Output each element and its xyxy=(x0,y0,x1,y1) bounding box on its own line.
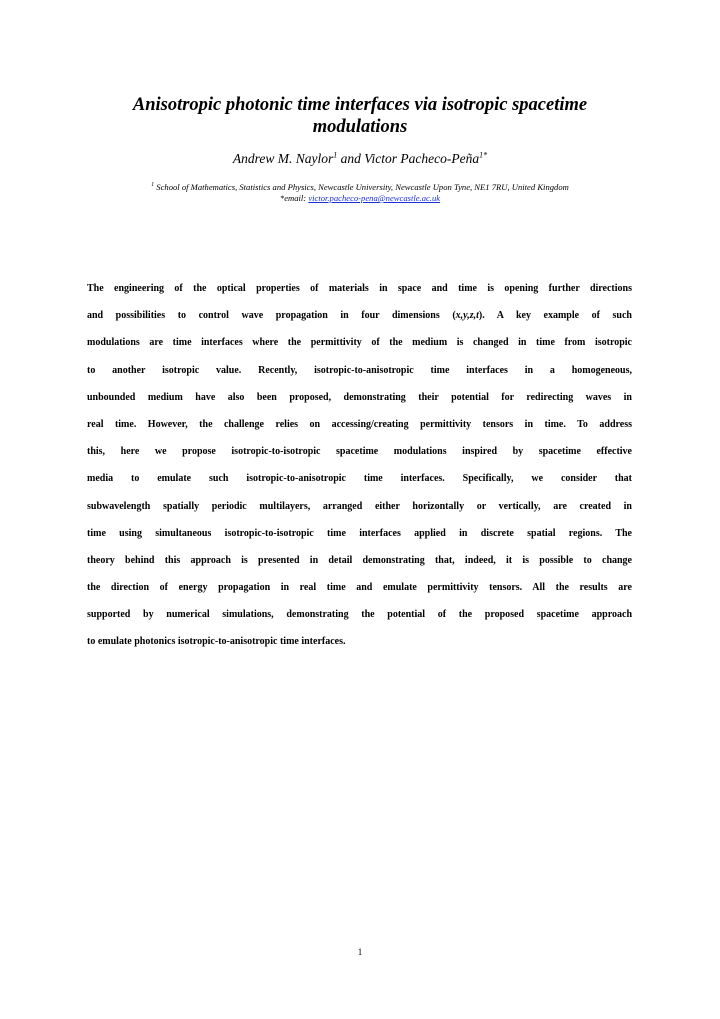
title-line-2: modulations xyxy=(312,117,408,137)
abstract-line: to another isotropic value. Recently, isotropic-to-anisotropic time interfaces in a homogeneous, xyxy=(87,364,632,376)
paper-title xyxy=(60,94,660,138)
page-number: 1 xyxy=(357,947,363,957)
email-line xyxy=(40,193,680,204)
affiliation-text: School of Mathematics, Statistics and Physics, Newcastle University, Newcastle Upon Tyne, NE1 7RU, United Kingdom xyxy=(154,182,569,192)
author-name: Victor Pacheco-Peña xyxy=(364,151,480,166)
affiliation-block xyxy=(40,182,680,204)
author-conjunction: and xyxy=(337,151,365,166)
abstract xyxy=(87,275,632,656)
abstract-line: modulations are time interfaces where the permittivity of the medium is changed in time from isotropic xyxy=(87,337,632,349)
abstract-line: real time. However, the challenge relies on accessing/creating permittivity tensors in time. To address xyxy=(87,418,632,430)
title-line-1: Anisotropic photonic time interfaces via isotropic spacetime xyxy=(132,95,588,115)
email-link[interactable]: victor.pacheco-pena@newcastle.ac.uk xyxy=(308,193,441,203)
author-affiliation-mark: 1 xyxy=(333,150,338,160)
abstract-line: subwavelength spatially periodic multilayers, arranged either horizontally or vertically, are created in xyxy=(87,500,632,512)
author-name: Andrew M. Naylor xyxy=(232,151,334,166)
coordinates-text: x,y,z,t xyxy=(455,310,479,322)
abstract-line: theory behind this approach is presented in detail demonstrating that, indeed, it is possible to change xyxy=(87,554,632,566)
email-label: *email: xyxy=(279,193,309,203)
abstract-line: supported by numerical simulations, demonstrating the potential of the proposed spacetime approach xyxy=(87,609,632,621)
abstract-line: media to emulate such isotropic-to-anisotropic time interfaces. Specifically, we consider that xyxy=(87,473,632,485)
affiliation-mark: 1 xyxy=(151,182,155,189)
abstract-line: to emulate photonics isotropic-to-anisotropic time interfaces. xyxy=(87,636,346,648)
author-affiliation-mark: 1* xyxy=(479,150,488,160)
abstract-line: and possibilities to control wave propagation in four dimensions (x,y,z,t). A key example of such xyxy=(87,310,632,322)
abstract-line: the direction of energy propagation in real time and emulate permittivity tensors. All the results are xyxy=(87,582,632,594)
affiliation-line xyxy=(40,182,680,193)
abstract-line: The engineering of the optical properties of materials in space and time is opening further directions xyxy=(87,283,632,294)
abstract-line: unbounded medium have also been proposed, demonstrating their potential for redirecting waves in xyxy=(87,391,632,403)
author-list xyxy=(60,150,660,168)
abstract-line: this, here we propose isotropic-to-isotropic spacetime modulations inspired by spacetime effective xyxy=(87,446,632,458)
abstract-line: time using simultaneous isotropic-to-isotropic time interfaces applied in discrete spatial regions. The xyxy=(87,527,632,539)
